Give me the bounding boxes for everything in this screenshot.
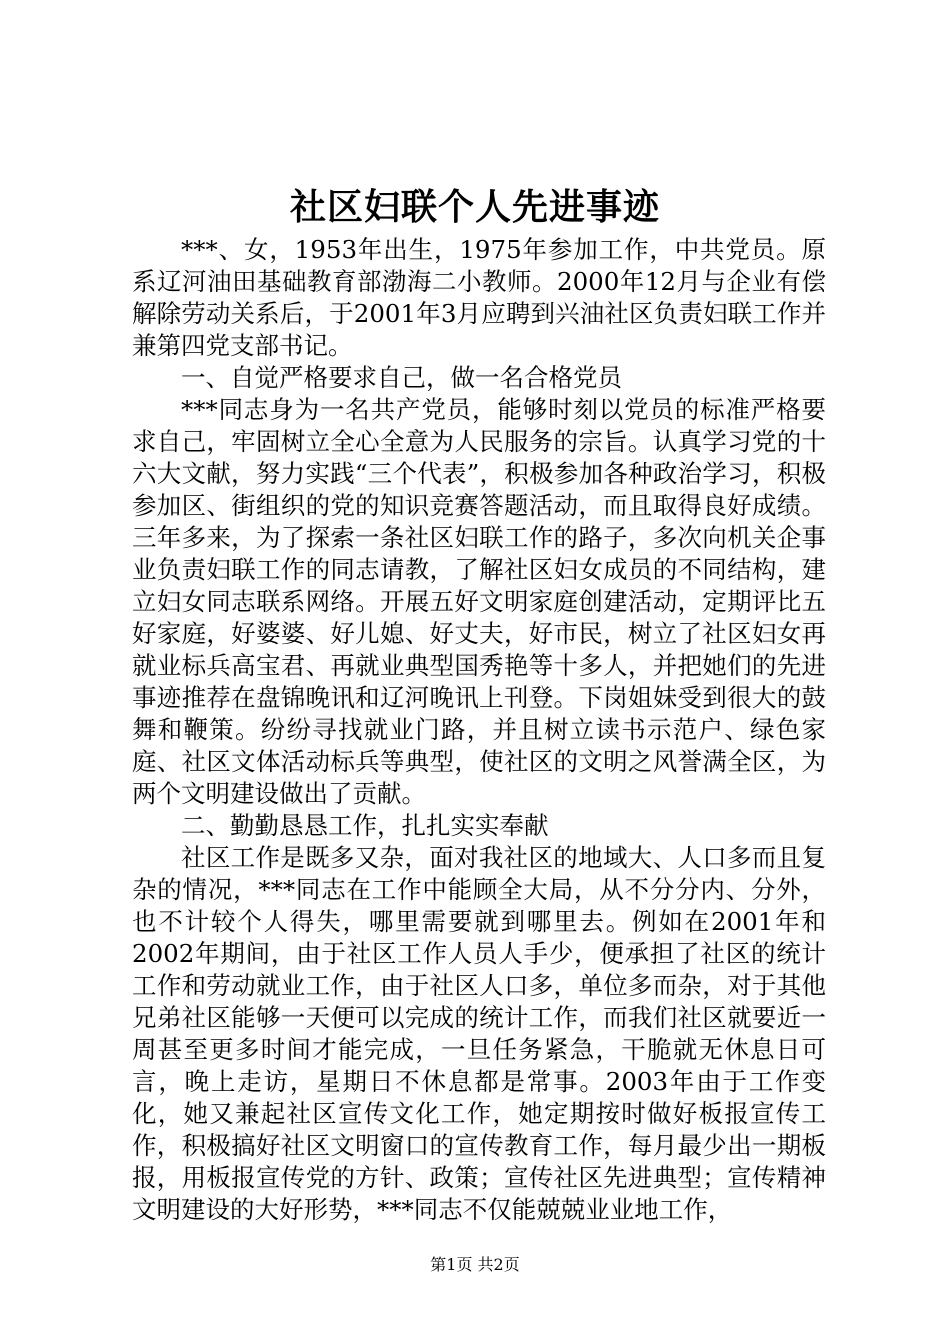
document-body	[132, 234, 826, 1226]
paragraph-section-2: 社区工作是既多又杂，面对我社区的地域大、人口多而且复杂的情况，***同志在工作中能顾全大局，从不分分内、分外，也不计较个人得失，哪里需要就到哪里去。例如在2001年和2002年期间，由于社区工作人员人手少，便承担了社区的统计工作和劳动就业工作，由于社区人口多，单位多而杂，对于其他兄弟社区能够一天便可以完成的统计工作，而我们社区就要近一周甚至更多时间才能完成，一旦任务紧急，干脆就无休息日可言，晚上走访，星期日不休息都是常事。2003年由于工作变化，她又兼起社区宣传文化工作，她定期按时做好板报宣传工作，积极搞好社区文明窗口的宣传教育工作，每月最少出一期板报，用板报宣传党的方针、政策；宣传社区先进典型；宣传精神文明建设的大好形势，***同志不仅能兢兢业业地工作，	[132, 843, 826, 1224]
page-footer: 第1页 共2页	[430, 1255, 520, 1274]
section-heading-2: 二、勤勤恳恳工作，扎扎实实奉献	[181, 811, 549, 840]
paragraph-section-1: ***同志身为一名共产党员，能够时刻以党员的标准严格要求自己，牢固树立全心全意为人民服务的宗旨。认真学习党的十六大文献，努力实践“三个代表”，积极参加各种政治学习，积极参加区、街组织的党的知识竞赛答题活动，而且取得良好成绩。三年多来，为了探索一条社区妇联工作的路子，多次向机关企事业负责妇联工作的同志请教，了解社区妇女成员的不同结构，建立妇女同志联系网络。开展五好文明家庭创建活动，定期评比五好家庭，好婆婆、好儿媳、好丈夫，好市民，树立了社区妇女再就业标兵高宝君、再就业典型国秀艳等十多人，并把她们的先进事迹推荐在盘锦晚讯和辽河晚讯上刊登。下岗姐妹受到很大的鼓舞和鞭策。纷纷寻找就业门路，并且树立读书示范户、绿色家庭、社区文体活动标兵等典型，使社区的文明之风誉满全区，为两个文明建设做出了贡献。	[132, 395, 826, 808]
document-title: 社区妇联个人先进事迹	[289, 186, 660, 228]
section-heading-1: 一、自觉严格要求自己，做一名合格党员	[181, 363, 622, 392]
paragraph-intro: ***、女，1953年出生，1975年参加工作，中共党员。原系辽河油田基础教育部渤海二小教师。2000年12月与企业有偿解除劳动关系后，于2001年3月应聘到兴油社区负责妇联工作并兼第四党支部书记。	[132, 235, 826, 360]
